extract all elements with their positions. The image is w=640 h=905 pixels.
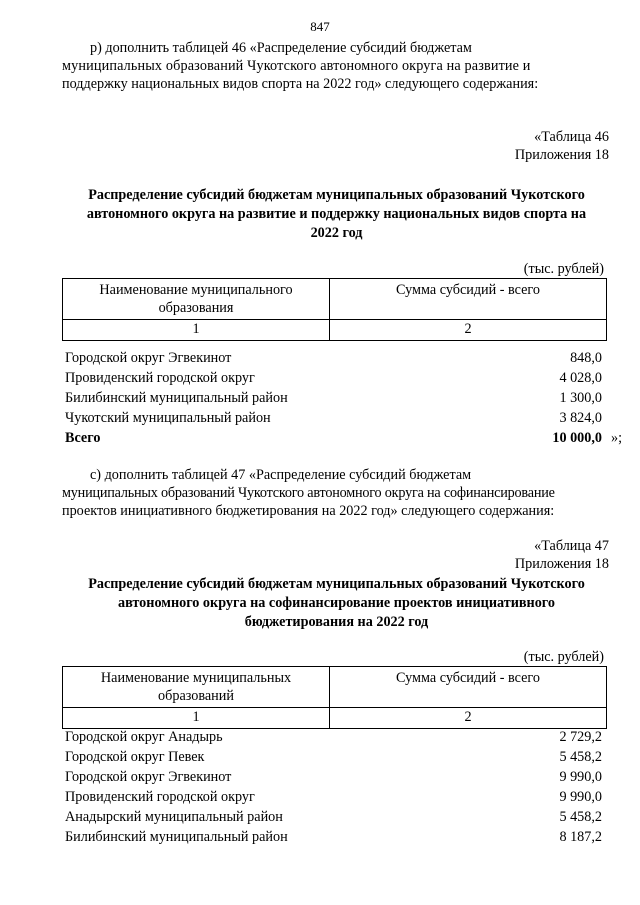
table-row xyxy=(65,348,602,368)
title-line: 2022 год xyxy=(310,225,363,241)
municipality-name: Городской округ Певек xyxy=(65,749,205,765)
subsidy-amount: 4 028,0 xyxy=(559,370,602,386)
word: бюджетам xyxy=(409,467,472,483)
header-row xyxy=(63,279,607,320)
title-line: бюджетирования на 2022 год xyxy=(244,614,429,630)
table47-title xyxy=(62,575,611,632)
table-number: «Таблица 47 xyxy=(534,538,609,554)
word: р) дополнить xyxy=(90,40,170,56)
header-text: образования xyxy=(158,300,234,316)
numbering-row xyxy=(63,320,607,341)
table-row xyxy=(65,368,602,388)
paragraph-section-s xyxy=(62,466,611,520)
title-line: автономного округа на развитие и поддержку национальных видов спорта на xyxy=(86,206,587,222)
table46-title xyxy=(62,186,611,243)
word: «Распределение xyxy=(249,40,347,56)
municipality-name: Анадырский муниципальный район xyxy=(65,809,283,825)
header-text: образований xyxy=(158,688,234,704)
header-text: Наименование муниципального xyxy=(99,282,293,298)
col1-header xyxy=(63,279,330,320)
subsidy-amount: 5 458,2 xyxy=(559,809,602,825)
subsidy-amount: 3 824,0 xyxy=(559,410,602,426)
word: бюджетам xyxy=(410,40,472,56)
header-text: Наименование муниципальных xyxy=(100,670,292,686)
total-amount: 10 000,0 xyxy=(552,430,602,446)
word: 46 xyxy=(231,40,247,56)
municipality-name: Чукотский муниципальный район xyxy=(65,410,271,426)
municipality-name: Провиденский городской округ xyxy=(65,789,255,805)
page-number: 847 xyxy=(310,19,330,34)
closing-quote: »; xyxy=(611,430,623,446)
municipality-name: Городской округ Эгвекинот xyxy=(65,350,232,366)
title-line: Распределение субсидий бюджетам муниципальных образований Чукотского xyxy=(88,187,585,203)
municipality-name: Городской округ Эгвекинот xyxy=(65,769,232,785)
paragraph-line: проектов инициативного бюджетирования на 2022 год» следующего содержания: xyxy=(62,503,555,519)
subsidy-amount: 2 729,2 xyxy=(559,729,602,745)
subsidy-amount: 9 990,0 xyxy=(559,789,602,805)
table-row xyxy=(65,787,602,807)
total-label: Всего xyxy=(65,430,101,446)
word: таблицей xyxy=(172,40,229,56)
word: 47 xyxy=(231,467,246,483)
word: субсидий xyxy=(349,40,407,56)
word: таблицей xyxy=(171,467,228,483)
word: с) дополнить xyxy=(90,467,169,483)
title-line: автономного округа на софинансирование проектов инициативного xyxy=(118,595,555,611)
subsidy-amount: 1 300,0 xyxy=(559,390,602,406)
table-row xyxy=(65,727,602,747)
paragraph-line: муниципальных образований Чукотского автономного округа на софинансирование xyxy=(62,485,555,501)
municipality-name: Провиденский городской округ xyxy=(65,370,255,386)
units-label: (тыс. рублей) xyxy=(523,649,604,665)
table-row xyxy=(65,388,602,408)
col2-header: Сумма субсидий - всего xyxy=(330,279,607,320)
table46-rows xyxy=(65,348,602,448)
municipality-name: Билибинский муниципальный район xyxy=(65,390,288,406)
units-label: (тыс. рублей) xyxy=(523,261,604,277)
table-row xyxy=(65,827,602,847)
header-row xyxy=(63,667,607,708)
table46-reference xyxy=(515,128,609,164)
subsidy-amount: 848,0 xyxy=(570,350,602,366)
subsidy-amount: 9 990,0 xyxy=(559,769,602,785)
table46-header xyxy=(62,278,607,341)
paragraph-line xyxy=(62,39,611,57)
appendix-number: Приложения 18 xyxy=(514,556,609,572)
col1-header xyxy=(63,667,330,708)
municipality-name: Городской округ Анадырь xyxy=(65,729,223,745)
col2-header: Сумма субсидий - всего xyxy=(330,667,607,708)
paragraph-line xyxy=(62,466,611,484)
paragraph-section-p xyxy=(62,39,611,93)
col1-number: 1 xyxy=(63,708,330,729)
table-row xyxy=(65,807,602,827)
table47-reference xyxy=(515,537,609,573)
table-row xyxy=(65,767,602,787)
municipality-name: Билибинский муниципальный район xyxy=(65,829,288,845)
col2-number: 2 xyxy=(330,320,607,341)
title-line: Распределение субсидий бюджетам муниципальных образований Чукотского xyxy=(88,576,585,592)
paragraph-line: поддержку национальных видов спорта на 2022 год» следующего содержания: xyxy=(62,76,539,92)
paragraph-line: муниципальных образований Чукотского автономного округа на развитие и xyxy=(62,58,531,74)
table47-rows xyxy=(65,727,602,847)
table47-header xyxy=(62,666,607,729)
col1-number: 1 xyxy=(63,320,330,341)
col2-number: 2 xyxy=(330,708,607,729)
table-row xyxy=(65,408,602,428)
total-row xyxy=(65,428,602,448)
table-number: «Таблица 46 xyxy=(534,129,609,145)
subsidy-amount: 5 458,2 xyxy=(559,749,602,765)
numbering-row xyxy=(63,708,607,729)
word: субсидий xyxy=(349,467,406,483)
appendix-number: Приложения 18 xyxy=(514,147,609,163)
table-row xyxy=(65,747,602,767)
subsidy-amount: 8 187,2 xyxy=(559,829,602,845)
word: «Распределение xyxy=(248,467,346,483)
